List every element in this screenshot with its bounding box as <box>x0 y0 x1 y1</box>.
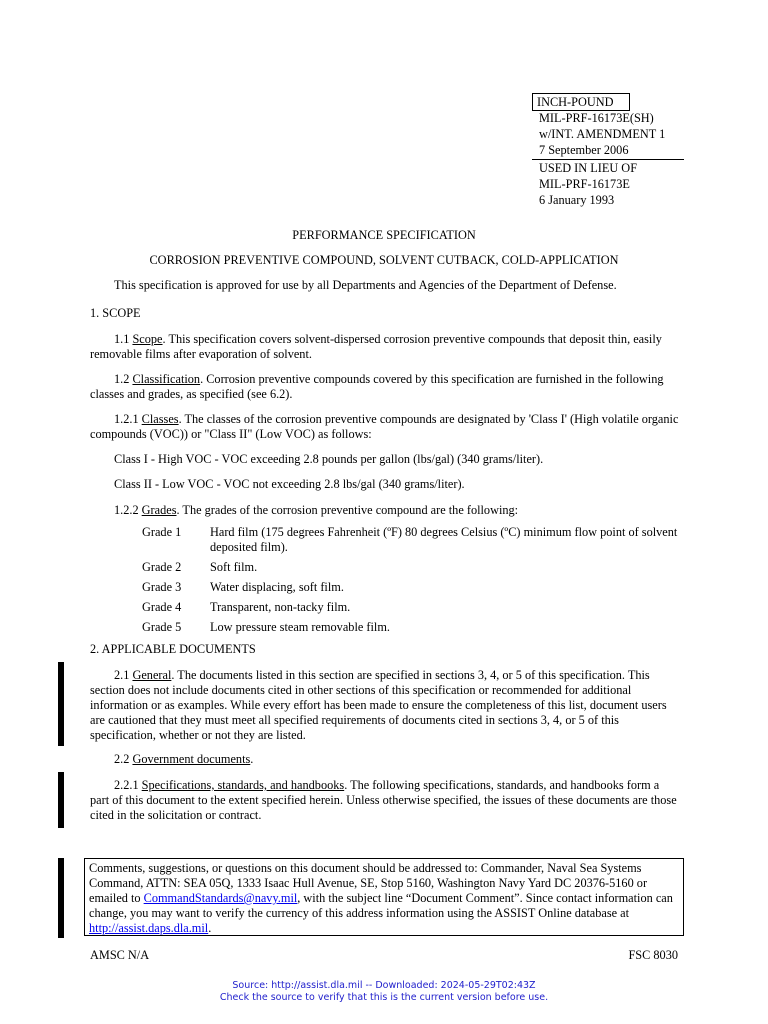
grade-description: Hard film (175 degrees Fahrenheit (ºF) 80 degrees Celsius (ºC) minimum flow point of solvent deposited film). <box>210 525 678 554</box>
source-notice: Source: http://assist.dla.mil -- Downloaded: 2024-05-29T02:43Z <box>232 980 536 991</box>
grade-label: Grade 2 <box>142 560 182 574</box>
approval-statement: This specification is approved for use by all Departments and Agencies of the Department of Defense. <box>114 278 617 292</box>
lieu-date: 6 January 1993 <box>539 193 615 207</box>
government-documents-title: Government documents <box>132 752 251 766</box>
header-divider <box>532 159 684 160</box>
class-2-definition: Class II - Low VOC - VOC not exceeding 2.8 lbs/gal (340 grams/liter). <box>114 477 465 491</box>
grade-row <box>142 600 662 616</box>
grade-row <box>142 580 662 596</box>
general-title: General <box>132 668 172 682</box>
comments-box: Comments, suggestions, or questions on this document should be addressed to: Commander, Naval Sea Systems Command, ATTN: SEA 05Q, 1333 Isaac Hull Avenue, SE, Stop 5160, Washington Navy Yard DC 20376-5160 or emailed to CommandStandards@navy.mil, with the subject line “Document Comment”. Since contact information can change, you may want to verify the currency of this address information using the ASSIST Online database at http://assist.daps.dla.mil. <box>84 858 684 936</box>
grades-title: Grades <box>141 503 177 517</box>
change-bar <box>58 858 64 938</box>
grade-row <box>142 525 678 557</box>
section-2-heading: 2. APPLICABLE DOCUMENTS <box>90 642 256 656</box>
paragraph-1-2-2: 1.2.2 Grades. The grades of the corrosion preventive compound are the following: <box>114 503 519 517</box>
spec-date: 7 September 2006 <box>539 143 629 157</box>
spec-designation: MIL-PRF-16173E(SH) <box>539 111 654 125</box>
inch-pound-label: INCH-POUND <box>532 93 630 111</box>
class-1-definition: Class I - High VOC - VOC exceeding 2.8 pounds per gallon (lbs/gal) (340 grams/liter). <box>114 452 544 466</box>
grade-row <box>142 620 662 636</box>
lieu-designation: MIL-PRF-16173E <box>539 177 630 191</box>
grade-description: Soft film. <box>210 560 258 574</box>
grade-description: Low pressure steam removable film. <box>210 620 390 634</box>
grade-description: Water displacing, soft film. <box>210 580 344 594</box>
section-1-heading: 1. SCOPE <box>90 306 141 320</box>
paragraph-1-1: 1.1 Scope. This specification covers solvent-dispersed corrosion preventive compounds that deposit thin, easily removable films after evaporation of solvent. <box>90 332 662 361</box>
classes-title: Classes <box>141 412 179 426</box>
paragraph-2-2: 2.2 Government documents. <box>114 752 254 766</box>
grade-label: Grade 5 <box>142 620 182 634</box>
paragraph-2-1: 2.1 General. The documents listed in this section are specified in sections 3, 4, or 5 of this specification. This section does not include documents cited in other sections of this specification or recommended for additional information or as examples. While every effort has been made to ensure the completeness of this list, document users are cautioned that they must meet all specified requirements of documents cited in sections 3, 4, or 5 of this specification, whether or not they are listed. <box>90 668 667 742</box>
grade-description: Transparent, non-tacky film. <box>210 600 351 614</box>
grade-row <box>142 560 662 576</box>
grade-label: Grade 3 <box>142 580 182 594</box>
change-bar <box>58 772 64 828</box>
change-bar <box>58 662 64 746</box>
classification-title: Classification <box>132 372 201 386</box>
grade-label: Grade 4 <box>142 600 182 614</box>
paragraph-1-2-1: 1.2.1 Classes. The classes of the corrosion preventive compounds are designated by 'Class I' (High volatile organic compounds (VOC)) or "Class II" (Low VOC) as follows: <box>90 412 679 441</box>
spec-amendment: w/INT. AMENDMENT 1 <box>539 127 666 141</box>
grade-label: Grade 1 <box>142 525 182 539</box>
spec-name-title: CORROSION PREVENTIVE COMPOUND, SOLVENT CUTBACK, COLD-APPLICATION <box>149 253 619 267</box>
email-link[interactable]: CommandStandards@navy.mil <box>143 891 298 905</box>
specifications-title: Specifications, standards, and handbooks <box>141 778 345 792</box>
spec-type-title: PERFORMANCE SPECIFICATION <box>292 228 476 242</box>
verify-notice: Check the source to verify that this is the current version before use. <box>219 992 549 1003</box>
amsc-label: AMSC N/A <box>90 948 150 962</box>
assist-url-link[interactable]: http://assist.daps.dla.mil <box>89 921 209 935</box>
paragraph-1-2: 1.2 Classification. Corrosion preventive compounds covered by this specification are furnished in the following classes and grades, as specified (see 6.2). <box>90 372 664 401</box>
lieu-label: USED IN LIEU OF <box>539 161 638 175</box>
paragraph-2-2-1: 2.2.1 Specifications, standards, and handbooks. The following specifications, standards, and handbooks form a part of this document to the extent specified herein. Unless otherwise specified, the issues of these documents are those cited in the solicitation or contract. <box>90 778 677 822</box>
fsc-label: FSC 8030 <box>628 948 678 962</box>
scope-title: Scope <box>132 332 163 346</box>
